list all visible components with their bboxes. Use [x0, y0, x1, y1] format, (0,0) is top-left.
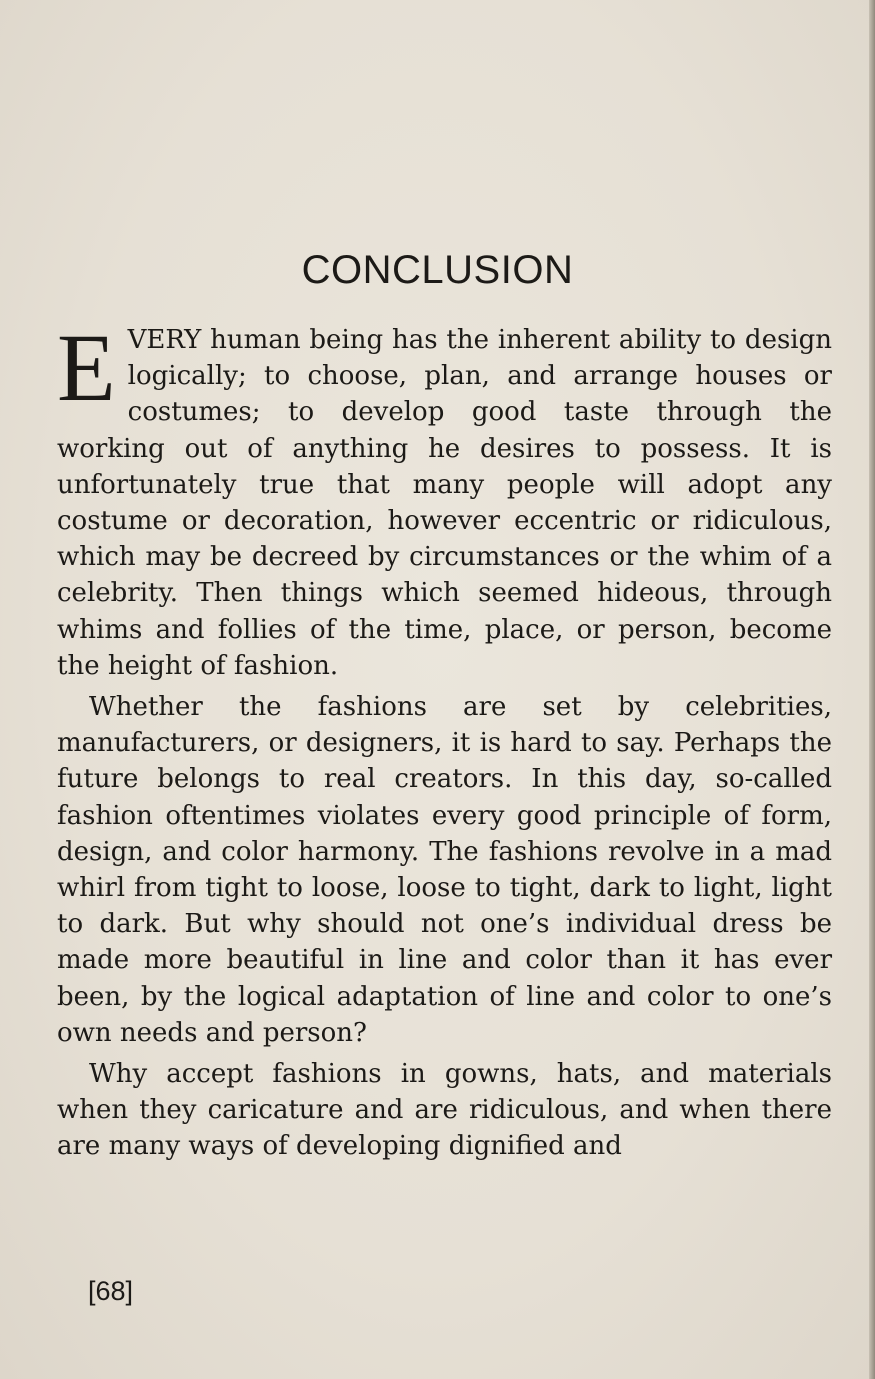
paragraph-3: Why accept fashions in gowns, hats, and materials when they caricature and are ridiculous, and when there are many ways of developing dignified and: [57, 1059, 832, 1162]
drop-cap: E: [57, 314, 116, 421]
chapter-title: CONCLUSION: [301, 248, 574, 292]
paragraph-1-text: VERY human being has the inherent ability to design logically; to choose, plan, and arrange houses or costumes; to develop good taste through the working out of anything he desires to possess. It is unfortunately true that many people will adopt any costume or decoration, however eccentric or ridiculous, which may be decreed by circumstances or the whim of a celebrity. Then things which seemed hideous, through whims and follies of the time, place, or person, become the height of fashion.: [57, 325, 832, 681]
paragraph-2: Whether the fashions are set by celebrities, manufacturers, or designers, it is hard to say. Perhaps the future belongs to real creators. In this day, so-called fashion oftentimes violates every good principle of form, design, and color harmony. The fashions revolve in a mad whirl from tight to loose, loose to tight, dark to light, light to dark. But why should not one’s individual dress be made more beautiful in line and color than it has ever been, by the logical adaptation of line and color to one’s own needs and person?: [57, 692, 832, 1048]
paragraph-1: [57, 314, 832, 684]
body-text: [57, 314, 832, 1165]
page-edge-shadow: [869, 0, 875, 1379]
page-number: [68]: [88, 1276, 134, 1306]
